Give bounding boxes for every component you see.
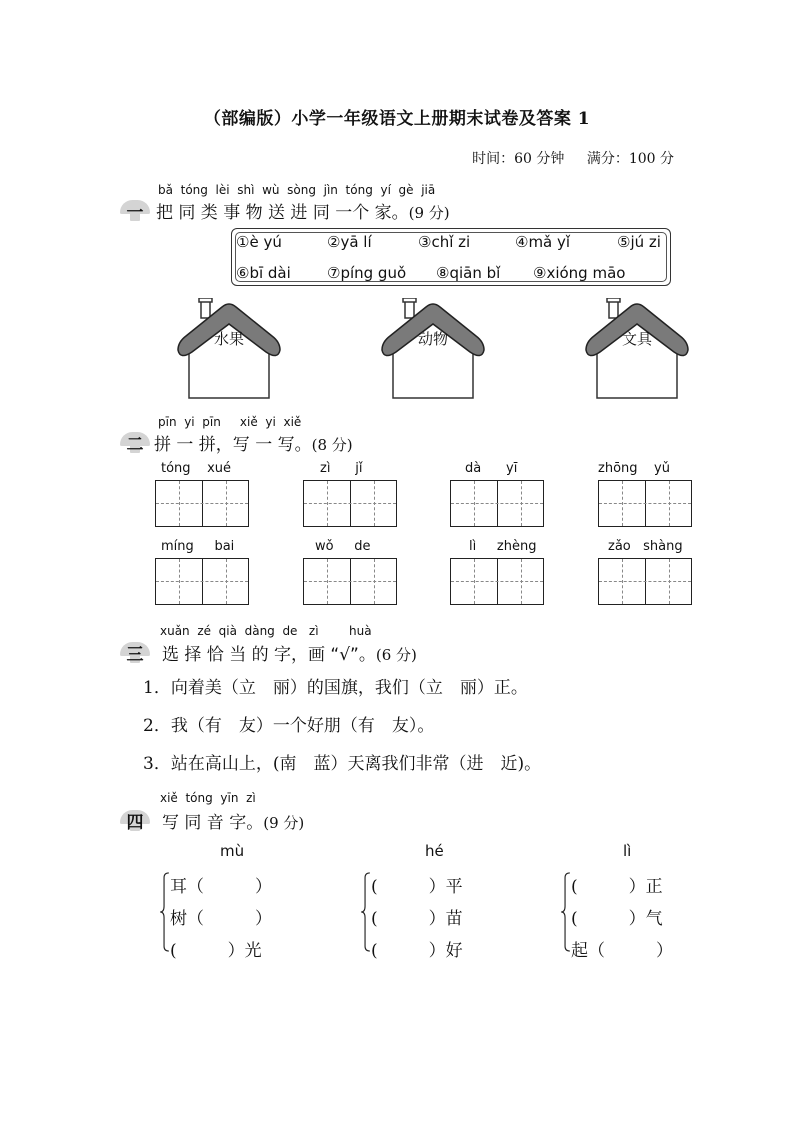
pinyin: dàng: [244, 624, 275, 638]
house-icon: [378, 298, 498, 400]
word-item: ①è yú: [236, 233, 282, 251]
section-instruction: 拼 一 拼，写 一 写。: [154, 435, 312, 455]
word-item: ⑦píng guǒ: [327, 264, 407, 282]
fill-blank[interactable]: 耳（ ）: [170, 877, 272, 897]
word-item: ②yā lí: [327, 233, 372, 251]
writing-grid[interactable]: [598, 558, 692, 605]
section2-pinyin: [158, 415, 301, 429]
fill-blank[interactable]: ( ）光: [170, 941, 262, 961]
pinyin: xuǎn: [160, 624, 190, 638]
pinyin: qià: [218, 624, 237, 638]
group-pinyin: hé: [425, 842, 444, 860]
fill-blank[interactable]: ( ）气: [571, 909, 663, 929]
full-score: 满分：100 分: [586, 151, 674, 167]
pinyin: xiě: [239, 415, 258, 429]
writing-grid[interactable]: [155, 480, 249, 527]
pinyin: jiā: [421, 183, 436, 197]
house-fruit: [174, 298, 294, 400]
word-item: ③chǐ zi: [418, 233, 471, 251]
grid-pinyin: tóng xué: [161, 461, 232, 476]
writing-grid[interactable]: [303, 558, 397, 605]
section-instruction: 选 择 恰 当 的 字，画 “√”。: [162, 645, 376, 665]
section-points: (9 分): [263, 814, 305, 832]
grid-pinyin: míng bai: [161, 539, 235, 554]
question-line: 3．站在高山上，(南 蓝）天离我们非常（进 近)。: [143, 754, 542, 774]
section-badge: [120, 808, 150, 833]
question-line: 1．向着美（立 丽）的国旗，我们（立 丽）正。: [143, 678, 528, 698]
grid-pinyin: dà yī: [465, 461, 518, 476]
section-points: (6 分): [375, 646, 417, 664]
pinyin: yí: [380, 183, 391, 197]
grid-pinyin: zǎo shàng: [608, 539, 683, 554]
brace-icon: [361, 872, 371, 952]
pinyin: xiě: [283, 415, 302, 429]
grid-pinyin: zhōng yǔ: [598, 461, 670, 476]
pinyin: yi: [265, 415, 276, 429]
grid-pinyin: zì jǐ: [320, 461, 363, 476]
writing-grid[interactable]: [598, 480, 692, 527]
fill-blank[interactable]: ( ）平: [371, 877, 463, 897]
brace-icon: [561, 872, 571, 952]
pinyin: de: [282, 624, 298, 638]
pinyin: tóng: [180, 183, 208, 197]
word-item: ⑤jú zi: [617, 233, 661, 251]
pinyin: jìn: [323, 183, 338, 197]
pinyin: yi: [184, 415, 195, 429]
pinyin: tóng: [345, 183, 373, 197]
grid-pinyin: lì zhèng: [469, 539, 537, 554]
pinyin: zì: [246, 791, 256, 805]
house-label: 文具: [621, 330, 652, 348]
section-number: 三: [126, 645, 144, 665]
group-pinyin: lì: [623, 842, 632, 860]
house-stationery: [582, 298, 702, 400]
section-instruction: 把 同 类 事 物 送 进 同 一个 家。: [156, 203, 409, 223]
house-label: 水果: [213, 330, 244, 348]
section3-pinyin: [160, 624, 372, 638]
section1-pinyin: [158, 183, 435, 197]
fill-blank[interactable]: ( ）苗: [371, 909, 463, 929]
fill-blank[interactable]: 树（ ）: [170, 909, 272, 929]
pinyin: huà: [349, 624, 372, 638]
section-instruction: 写 同 音 字。: [162, 813, 264, 833]
section-points: (8 分): [311, 436, 353, 454]
exam-meta: [454, 148, 674, 168]
word-item: ⑨xióng māo: [533, 264, 626, 282]
fill-blank[interactable]: ( ）好: [371, 941, 463, 961]
writing-grid[interactable]: [155, 558, 249, 605]
brace-icon: [160, 872, 170, 952]
pinyin: lèi: [215, 183, 230, 197]
section4-pinyin: [160, 791, 256, 805]
word-item: ⑧qiān bǐ: [436, 264, 501, 282]
question-line: 2．我（有 友）一个好朋（有 友）。: [143, 716, 435, 736]
fill-blank[interactable]: ( ）正: [571, 877, 663, 897]
pinyin: yīn: [220, 791, 239, 805]
pinyin: tóng: [185, 791, 213, 805]
pinyin: shì: [237, 183, 255, 197]
writing-grid[interactable]: [450, 480, 544, 527]
writing-grid[interactable]: [450, 558, 544, 605]
pinyin: wù: [262, 183, 280, 197]
writing-grid[interactable]: [303, 480, 397, 527]
pinyin: zé: [197, 624, 211, 638]
pinyin: pīn: [158, 415, 177, 429]
pinyin: sòng: [287, 183, 316, 197]
fill-blank[interactable]: 起（ ）: [571, 941, 673, 961]
pinyin: bǎ: [158, 183, 173, 197]
section-badge: [120, 430, 150, 455]
page-title: （部编版）小学一年级语文上册期末试卷及答案 1: [203, 109, 591, 129]
house-icon: [582, 298, 702, 400]
time-limit: 时间：60 分钟: [472, 151, 565, 167]
house-label: 动物: [417, 330, 448, 348]
section-badge: [120, 198, 150, 223]
pinyin: pīn: [202, 415, 221, 429]
word-item: ④mǎ yǐ: [515, 233, 571, 251]
house-animal: [378, 298, 498, 400]
pinyin: xiě: [160, 791, 178, 805]
word-item: ⑥bī dài: [236, 264, 291, 282]
section-points: (9 分): [408, 204, 450, 222]
section-badge: [120, 640, 150, 665]
house-icon: [174, 298, 294, 400]
grid-pinyin: wǒ de: [315, 539, 371, 554]
section-number: 四: [126, 813, 144, 833]
group-pinyin: mù: [220, 842, 245, 860]
section-number: 二: [126, 435, 144, 455]
section-number: 一: [126, 203, 144, 223]
pinyin: zì: [308, 624, 319, 638]
pinyin: gè: [398, 183, 414, 197]
